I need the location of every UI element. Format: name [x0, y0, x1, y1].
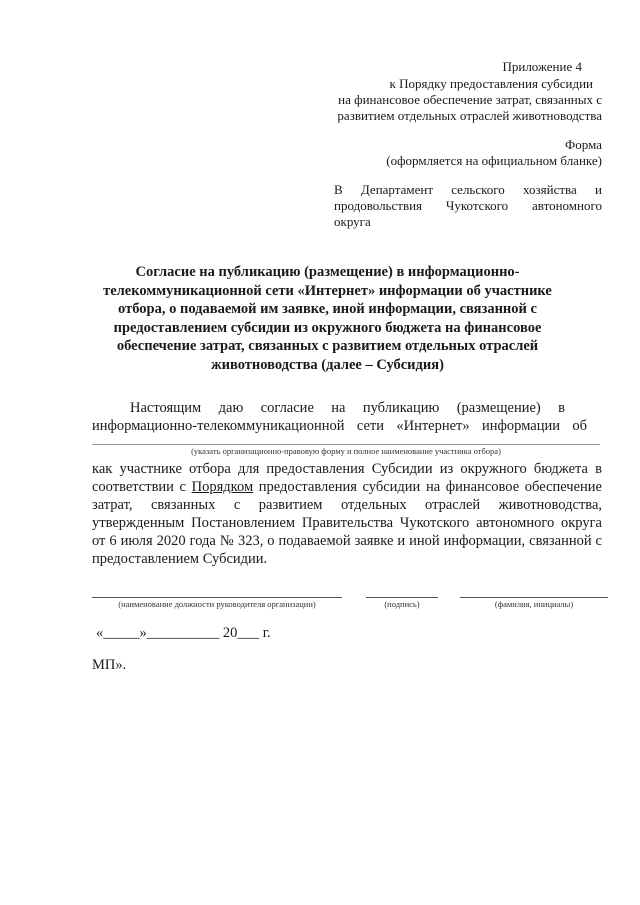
procedure-link[interactable]: Порядком — [191, 479, 254, 495]
name-caption: (фамилия, инициалы) — [494, 599, 574, 609]
document-title: Согласие на публикацию (размещение) в информационно-телекоммуникационной сети «Интернет» информации об участнике отбора, о подаваемой им заявке, иной информации, связанной с предоставлением субсидии из окружного бюджета на финансовое обеспечение затрат, связанных с развитием отдельных отраслей животноводства (далее – Субсидия) — [103, 264, 552, 373]
position-caption: (наименование должности руководителя организации) — [118, 599, 316, 609]
org-name-line[interactable] — [92, 444, 600, 445]
appendix-reference-end: развитием отдельных отраслей животноводства — [337, 108, 602, 123]
paragraph-text-end: предоставления субсидии на финансовое обеспечение затрат, связанных с развитием отдельных отраслей животноводства, утвержденным Постановлением Правительства Чукотского автономного округа от 6 июля 2020 года № 323, о подаваемой заявке и иной информации, связанной с предоставлением Субсидии. — [92, 479, 602, 567]
addressee-line-2: продовольствия Чукотского автономного — [334, 198, 602, 213]
body-paragraph — [92, 460, 602, 568]
position-line[interactable] — [92, 597, 342, 598]
appendix-number: Приложение 4 — [502, 59, 582, 74]
paragraph-text-start: как участнике отбора для предоставления Субсидии из окружного бюджета в соответствии с — [92, 461, 602, 495]
appendix-reference: к Порядку предоставления субсидии — [389, 76, 593, 91]
addressee-line-1: В Департамент сельского хозяйства и — [334, 182, 602, 197]
date-line[interactable]: «_____»__________ 20___ г. — [96, 625, 271, 641]
form-label: Форма — [565, 137, 602, 152]
signature-line[interactable] — [366, 597, 438, 598]
appendix-reference-cont: на финансовое обеспечение затрат, связанных с — [338, 92, 602, 107]
org-name-caption: (указать организационно-правовую форму и полное наименование участника отбора) — [191, 446, 501, 456]
signature-caption: (подпись) — [384, 599, 420, 609]
body-line-1: Настоящим даю согласие на публикацию (размещение) в — [130, 400, 565, 416]
body-line-2: информационно-телекоммуникационной сети «Интернет» информации об — [92, 418, 587, 434]
stamp-label: МП». — [92, 657, 127, 673]
form-note: (оформляется на официальном бланке) — [386, 153, 602, 168]
addressee-line-3: округа — [334, 214, 371, 229]
name-line[interactable] — [460, 597, 608, 598]
